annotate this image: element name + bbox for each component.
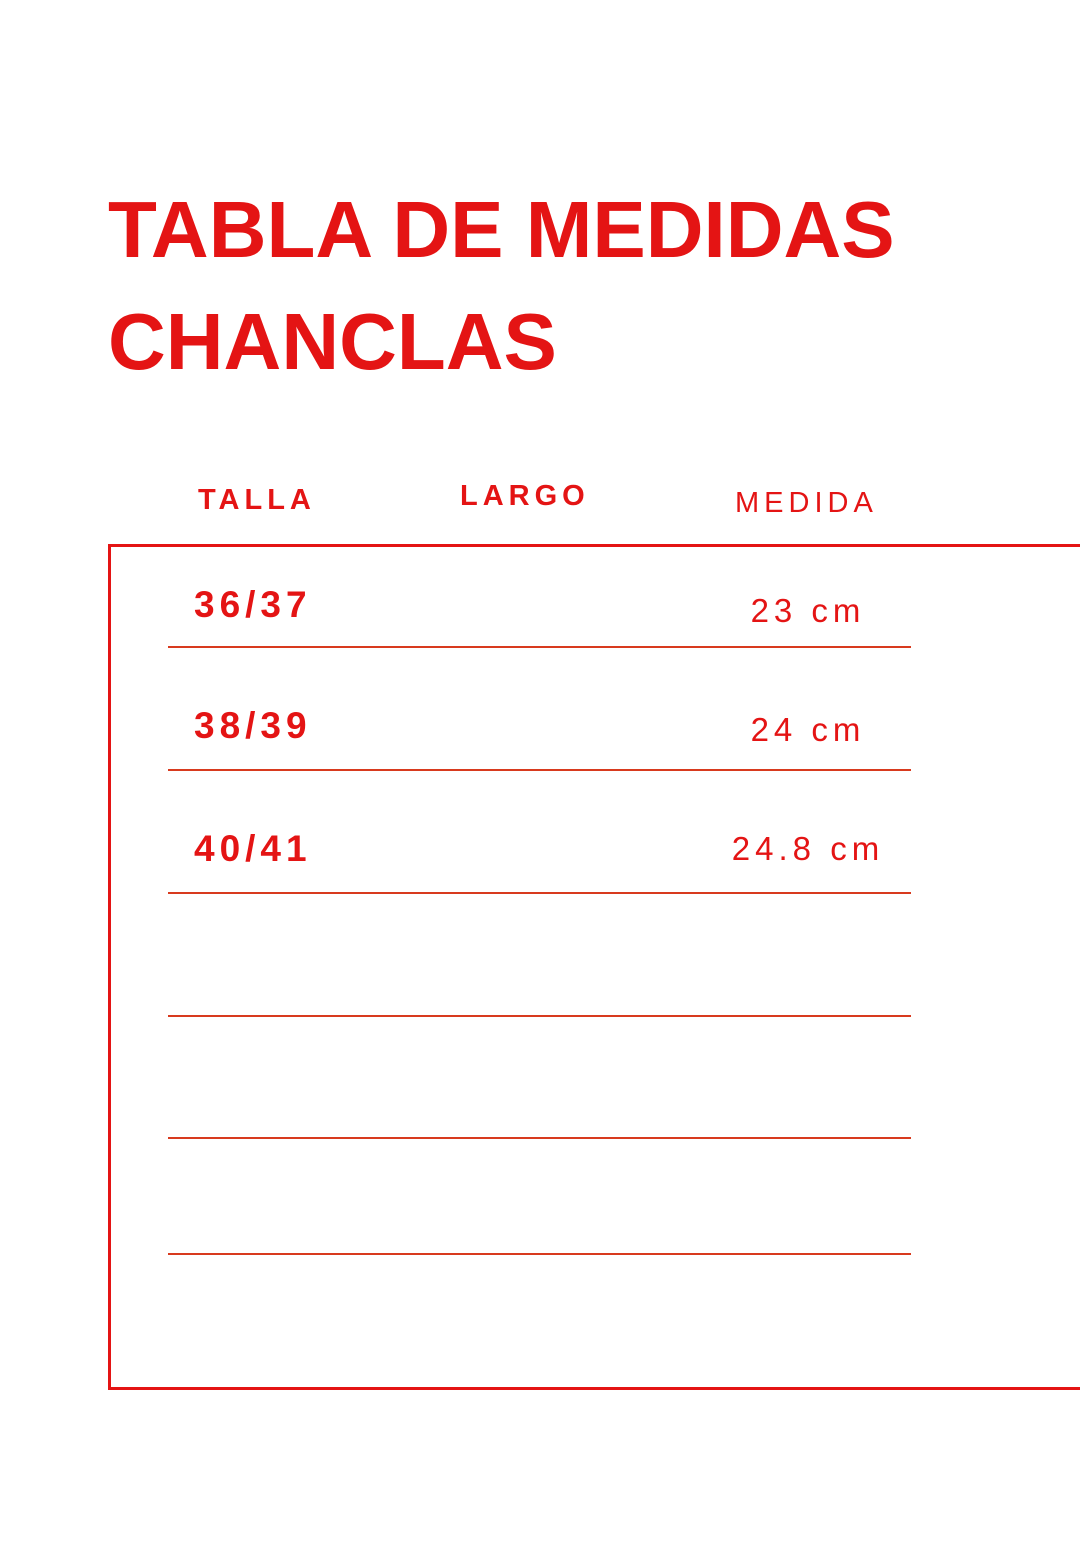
row-medida: 24.8 cm [731,830,885,867]
column-header-medida: MEDIDA [735,487,878,519]
row-talla: 36/37 [194,584,312,625]
column-header-talla: TALLA [198,484,316,516]
table-row [168,897,911,1017]
table-row [168,651,911,771]
table-row [168,1019,911,1139]
row-divider [168,646,911,648]
row-divider [168,769,911,771]
row-divider [168,1015,911,1017]
row-medida: 24 cm [750,711,866,748]
table-row [168,774,911,894]
row-talla: 40/41 [194,828,312,869]
column-header-largo: LARGO [460,480,590,512]
page-title-line-1: TABLA DE MEDIDAS [108,185,895,274]
page-title-line-2: CHANCLAS [108,297,557,386]
row-talla: 38/39 [194,705,312,746]
row-divider [168,892,911,894]
table-row [168,1135,911,1255]
row-medida: 23 cm [750,592,866,629]
row-divider [168,1253,911,1255]
table-row [168,528,911,648]
